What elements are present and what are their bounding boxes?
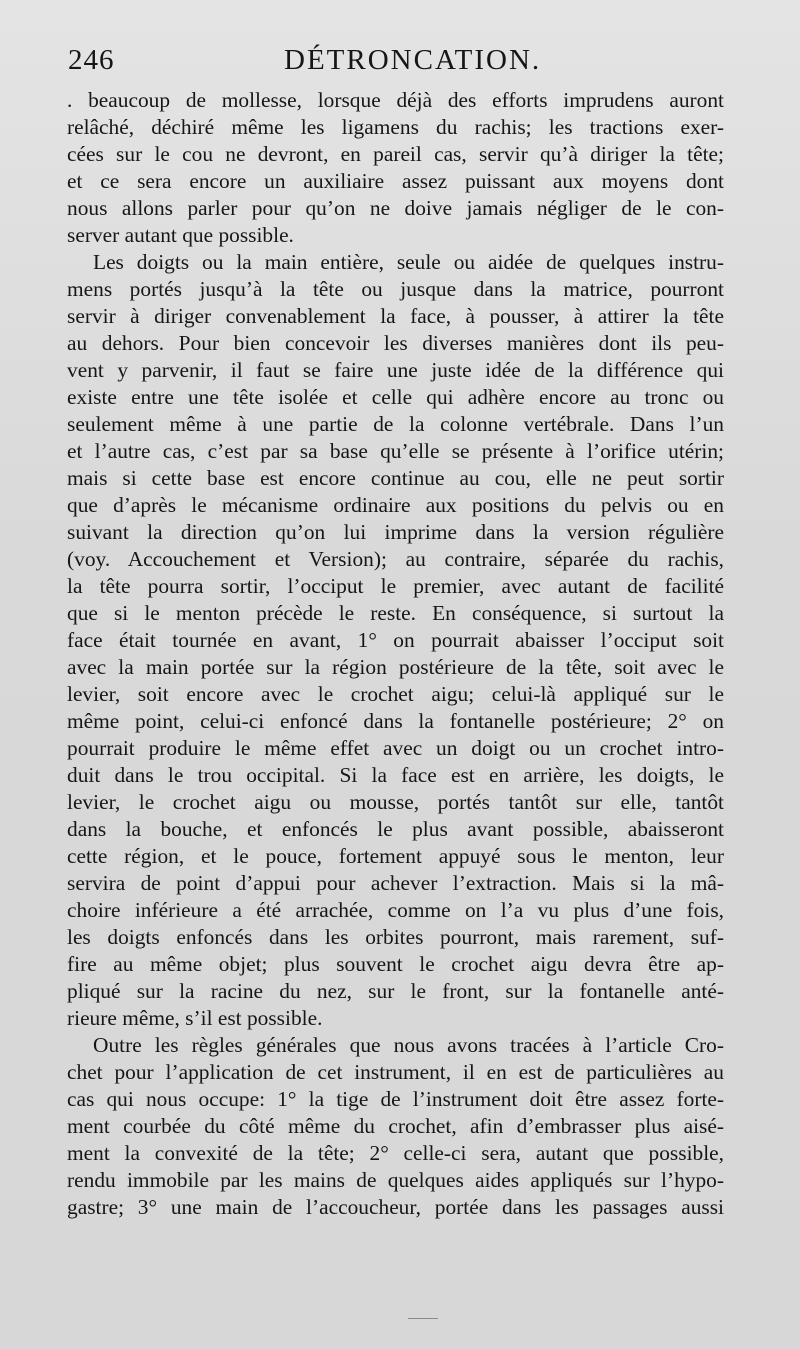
text-line: relâché, déchiré même les ligamens du rachis; les tractions exer- [67, 115, 724, 139]
text-line: existe entre une tête isolée et celle qui adhère encore au tronc ou [67, 385, 724, 409]
text-line: cées sur le cou ne devront, en pareil cas, servir qu’à diriger la tête; [67, 142, 724, 166]
text-line: ment courbée du côté même du crochet, afin d’embrasser plus aisé- [67, 1114, 724, 1138]
text-line: chet pour l’application de cet instrument, il en est de particulières au [67, 1060, 724, 1084]
text-line: que si le menton précède le reste. En conséquence, si surtout la [67, 601, 724, 625]
text-line: pliqué sur la racine du nez, sur le front, sur la fontanelle anté- [67, 979, 724, 1003]
text-line: et l’autre cas, c’est par sa base qu’elle se présente à l’orifice utérin; [67, 439, 724, 463]
text-line: que d’après le mécanisme ordinaire aux positions du pelvis ou en [67, 493, 724, 517]
page-number: 246 [68, 44, 115, 76]
running-title: DÉTRONCATION. [284, 44, 542, 76]
text-line: server autant que possible. [67, 223, 294, 247]
text-line: face était tournée en avant, 1° on pourrait abaisser l’occiput soit [67, 628, 724, 652]
text-line: au dehors. Pour bien concevoir les diverses manières dont ils peu- [67, 331, 724, 355]
text-line: levier, soit encore avec le crochet aigu; celui-là appliqué sur le [67, 682, 724, 706]
text-line: servir à diriger convenablement la face, à pousser, à attirer la tête [67, 304, 724, 328]
text-line: dans la bouche, et enfoncés le plus avant possible, abaisseront [67, 817, 724, 841]
body-text [67, 87, 724, 1221]
footer-rule [408, 1318, 438, 1319]
text-line: . beaucoup de mollesse, lorsque déjà des efforts imprudens auront [67, 88, 724, 112]
text-line: fire au même objet; plus souvent le crochet aigu devra être ap- [67, 952, 724, 976]
text-line: rieure même, s’il est possible. [67, 1006, 323, 1030]
text-line: même point, celui-ci enfoncé dans la fontanelle postérieure; 2° on [67, 709, 724, 733]
text-line: pourrait produire le même effet avec un doigt ou un crochet intro- [67, 736, 724, 760]
text-line: servira de point d’appui pour achever l’extraction. Mais si la mâ- [67, 871, 724, 895]
text-line: cette région, et le pouce, fortement appuyé sous le menton, leur [67, 844, 724, 868]
text-line: mais si cette base est encore continue au cou, elle ne peut sortir [67, 466, 724, 490]
text-line: duit dans le trou occipital. Si la face est en arrière, les doigts, le [67, 763, 724, 787]
text-line: Outre les règles générales que nous avons tracées à l’article Cro- [93, 1033, 724, 1057]
page-header [66, 44, 726, 84]
text-line: avec la main portée sur la région postérieure de la tête, soit avec le [67, 655, 724, 679]
text-line: (voy. Accouchement et Version); au contraire, séparée du rachis, [67, 547, 724, 571]
text-line: cas qui nous occupe: 1° la tige de l’instrument doit être assez forte- [67, 1087, 724, 1111]
text-line: rendu immobile par les mains de quelques aides appliqués sur l’hypo- [67, 1168, 724, 1192]
text-line: suivant la direction qu’on lui imprime dans la version régulière [67, 520, 724, 544]
text-line: vent y parvenir, il faut se faire une juste idée de la différence qui [67, 358, 724, 382]
text-line: et ce sera encore un auxiliaire assez puissant aux moyens dont [67, 169, 724, 193]
text-line: levier, le crochet aigu ou mousse, portés tantôt sur elle, tantôt [67, 790, 724, 814]
text-line: seulement même à une partie de la colonne vertébrale. Dans l’un [67, 412, 724, 436]
text-line: Les doigts ou la main entière, seule ou aidée de quelques instru- [93, 250, 724, 274]
text-line: la tête pourra sortir, l’occiput le premier, avec autant de facilité [67, 574, 724, 598]
text-line: gastre; 3° une main de l’accoucheur, portée dans les passages aussi [67, 1195, 724, 1219]
text-line: choire inférieure a été arrachée, comme on l’a vu plus d’une fois, [67, 898, 724, 922]
text-line: nous allons parler pour qu’on ne doive jamais négliger de le con- [67, 196, 724, 220]
text-line: mens portés jusqu’à la tête ou jusque dans la matrice, pourront [67, 277, 724, 301]
text-line: ment la convexité de la tête; 2° celle-ci sera, autant que possible, [67, 1141, 724, 1165]
text-line: les doigts enfoncés dans les orbites pourront, mais rarement, suf- [67, 925, 724, 949]
